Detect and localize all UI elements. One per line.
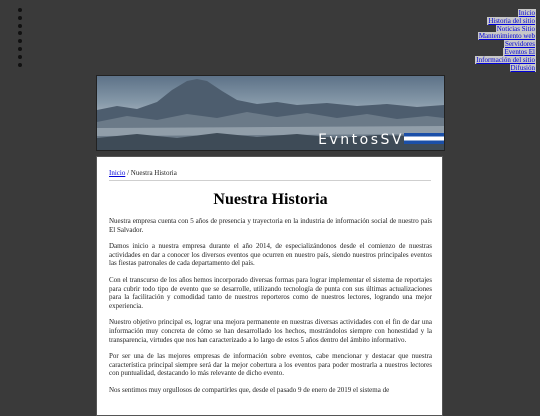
breadcrumb-home-link[interactable]: Inicio: [109, 169, 126, 177]
bullet-6: [16, 45, 24, 53]
bullet-5: [16, 37, 24, 45]
article-body: [109, 217, 432, 403]
nav-link-servidores[interactable]: Servidores: [505, 40, 535, 49]
paragraph: Damos inicio a nuestra empresa durante el año 2014, de especializándonos desde el comienzo de nuestras actividades en dar a conocer los diversos eventos que ocurren en nuestro país, siendo nuestros principales eventos las fiestas patronales de cada departamento del país.: [109, 242, 432, 268]
nav-link-difusion[interactable]: Difusión: [510, 63, 535, 72]
nav-link-noticias[interactable]: Noticias Sitio: [496, 24, 535, 33]
paragraph: Nos sentimos muy orgullosos de compartirles que, desde el pasado 9 de enero de 2019 el sistema de: [109, 385, 390, 394]
paragraph: Nuestro objetivo principal es, lograr una mejora permanente en nuestras diversas actividades con el fin de dar una información muy concreta de cómo se han desarrollado los hechos, mostrándolos siempre con honestidad y la transparencia, virtudes que nos han caracterizado a lo largo de estos 5 años dentro del ámbito informativo.: [109, 318, 432, 344]
paragraph: Nuestra empresa cuenta con 5 años de presencia y trayectoria en la industria de información social de nuestro país El Salvador.: [109, 217, 432, 234]
breadcrumb: [109, 169, 431, 181]
paragraph: Con el transcurso de los años hemos incorporado diversas formas para lograr implementar el sistema de reportajes para cubrir todo tipo de evento que se desarrolle, utilizando tecnología de punta con sus últimas actualizaciones para la facilitación y comodidad tanto de nuestros reporteros como de nuestros lectores, logrando una mejor experiencia.: [109, 275, 432, 310]
nav-link-historia[interactable]: Historia del sitio: [488, 16, 535, 25]
flag-icon: [404, 133, 444, 144]
breadcrumb-current: Nuestra Historia: [130, 169, 177, 177]
nav-link-informacion[interactable]: Información del sitio: [476, 55, 535, 64]
nav-link-eventos[interactable]: Eventos El: [504, 47, 535, 56]
bullet-2: [16, 14, 24, 22]
bullet-4: [16, 29, 24, 37]
bullet-8: [16, 61, 24, 69]
breadcrumb-separator: /: [125, 169, 131, 177]
brand-logo-text: EvntosSV: [318, 132, 404, 148]
page-title: Nuestra Historia: [213, 191, 328, 208]
nav-bullets: [8, 6, 24, 68]
bullet-3: [16, 22, 24, 30]
nav-link-inicio[interactable]: Inicio: [518, 9, 535, 17]
top-nav: [475, 7, 536, 72]
bullet-1: [16, 6, 24, 14]
paragraph: Por ser una de las mejores empresas de información sobre eventos, cabe mencionar y destacar que nuestra característica principal siempre será dar la mejor cobertura a los eventos para poder mostrarla a nuestros lectores con puntualidad, destacando lo más relevante de dicho evento.: [109, 352, 432, 378]
bullet-7: [16, 53, 24, 61]
header-banner: [96, 75, 445, 151]
nav-link-mantenimiento[interactable]: Mantenimiento web: [478, 32, 535, 41]
content-panel: [96, 156, 443, 416]
